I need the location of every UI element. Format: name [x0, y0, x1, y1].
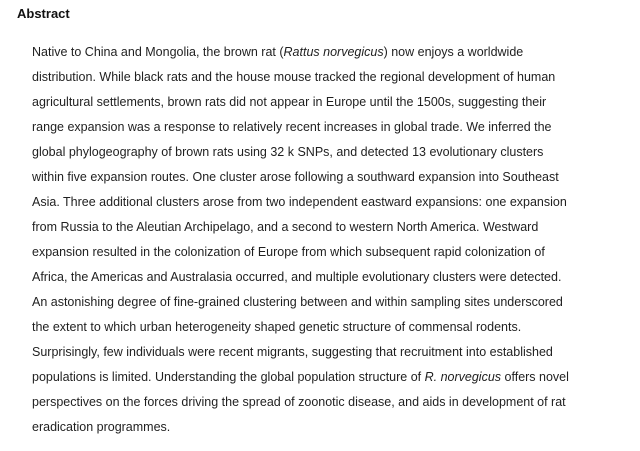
abstract-line — [32, 65, 616, 90]
abstract-text: from Russia to the Aleutian Archipelago, and a second to western North America. Westward — [32, 220, 539, 234]
abstract-line — [32, 340, 616, 365]
abstract-line — [32, 265, 616, 290]
abstract-text: offers novel — [501, 370, 569, 384]
abstract-body — [32, 40, 616, 440]
species-name: R. norvegicus — [424, 370, 502, 384]
abstract-text: perspectives on the forces driving the spread of zoonotic disease, and aids in development of rat — [32, 395, 566, 409]
abstract-text: An astonishing degree of fine-grained clustering between and within sampling sites underscored — [32, 295, 563, 309]
abstract-text: eradication programmes. — [32, 420, 171, 434]
abstract-text: expansion resulted in the colonization of Europe from which subsequent rapid colonization of — [32, 245, 545, 259]
abstract-line — [32, 365, 616, 390]
abstract-line — [32, 240, 616, 265]
abstract-line — [32, 190, 616, 215]
abstract-line — [32, 40, 616, 65]
species-name: Rattus norvegicus — [283, 45, 384, 59]
abstract-text: within five expansion routes. One cluster arose following a southward expansion into Southeast — [32, 170, 559, 184]
abstract-text: distribution. While black rats and the house mouse tracked the regional development of human — [32, 70, 556, 84]
abstract-text: Surprisingly, few individuals were recent migrants, suggesting that recruitment into established — [32, 345, 553, 359]
abstract-heading: Abstract — [17, 6, 70, 21]
abstract-text: Asia. Three additional clusters arose from two independent eastward expansions: one expansion — [32, 195, 567, 209]
abstract-text: the extent to which urban heterogeneity shaped genetic structure of commensal rodents. — [32, 320, 522, 334]
abstract-line — [32, 165, 616, 190]
abstract-text: agricultural settlements, brown rats did not appear in Europe until the 1500s, suggesting their — [32, 95, 547, 109]
abstract-line — [32, 215, 616, 240]
abstract-line — [32, 415, 616, 440]
abstract-line — [32, 390, 616, 415]
abstract-text: global phylogeography of brown rats using 32 k SNPs, and detected 13 evolutionary clusters — [32, 145, 544, 159]
abstract-text: Africa, the Americas and Australasia occurred, and multiple evolutionary clusters were detected. — [32, 270, 562, 284]
abstract-line — [32, 315, 616, 340]
abstract-line — [32, 290, 616, 315]
abstract-text: Native to China and Mongolia, the brown rat ( — [32, 45, 284, 59]
abstract-text: populations is limited. Understanding the global population structure of — [32, 370, 425, 384]
abstract-line — [32, 90, 616, 115]
abstract-line — [32, 140, 616, 165]
abstract-text: range expansion was a response to relatively recent increases in global trade. We inferred the — [32, 120, 552, 134]
abstract-line — [32, 115, 616, 140]
abstract-text: ) now enjoys a worldwide — [383, 45, 524, 59]
